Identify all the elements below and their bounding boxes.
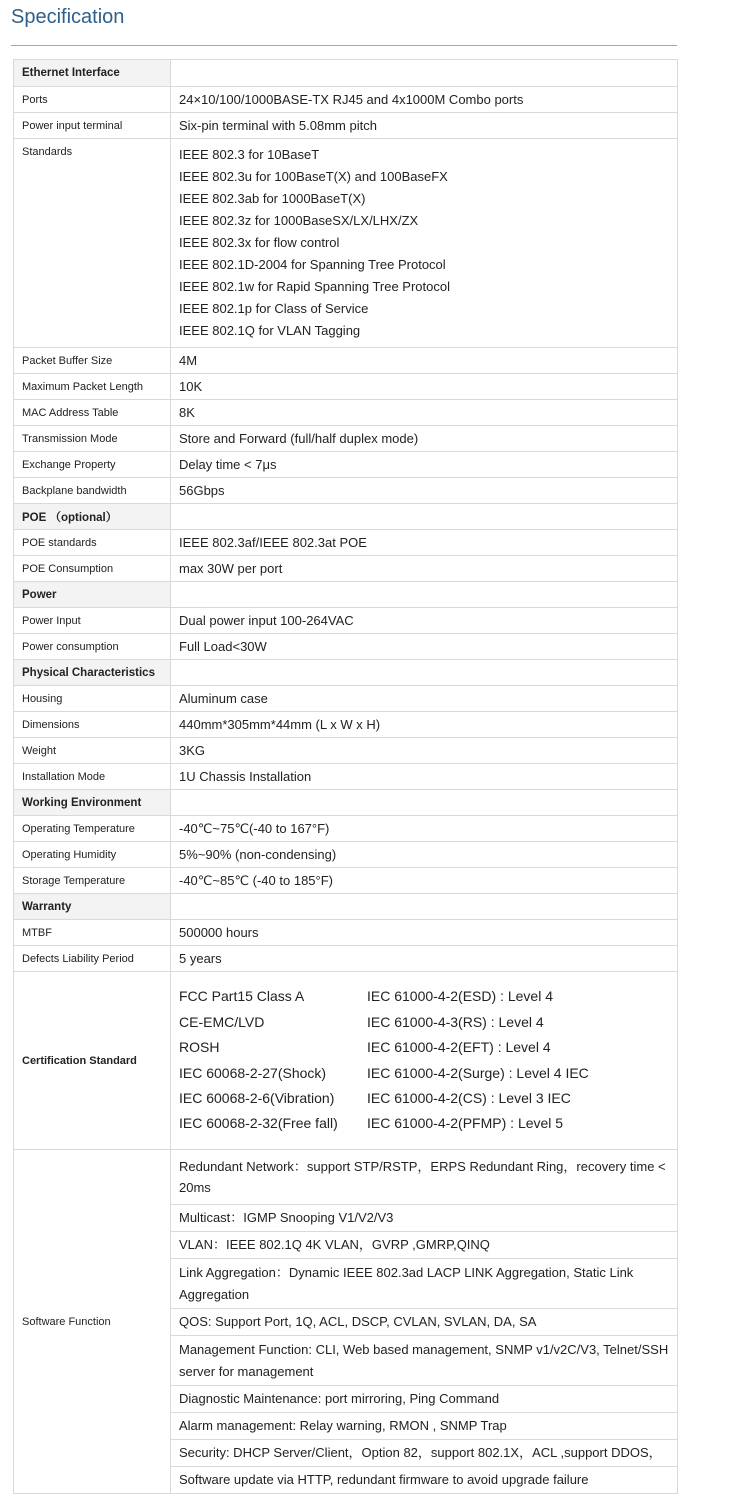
spec-row (14, 946, 678, 972)
standard-item: IEEE 802.1p for Class of Service (179, 301, 369, 316)
spec-value: -40℃~85℃ (-40 to 185°F) (171, 868, 678, 894)
spec-row (14, 634, 678, 660)
spec-label: Ports (14, 87, 171, 113)
spec-label: Operating Humidity (14, 842, 171, 868)
standard-item: IEEE 802.1D-2004 for Spanning Tree Protocol (179, 257, 446, 272)
certification-item: IEC 60068-2-6(Vibration) (179, 1089, 335, 1106)
spec-value: Store and Forward (full/half duplex mode) (171, 426, 678, 452)
spec-value: 56Gbps (171, 478, 678, 504)
software-item: Multicast：IGMP Snooping V1/V2/V3 (171, 1205, 678, 1232)
certification-item: IEC 61000-4-2(Surge) : Level 4 IEC (367, 1064, 589, 1081)
certification-grid (179, 984, 669, 1136)
spec-value (171, 504, 678, 530)
spec-value (171, 894, 678, 920)
spec-row (14, 816, 678, 842)
spec-value (171, 60, 678, 87)
spec-row (14, 374, 678, 400)
spec-row (14, 348, 678, 374)
section-label: Physical Characteristics (14, 660, 171, 686)
section-label: POE （optional） (14, 504, 171, 530)
title-divider (11, 45, 677, 46)
certification-item: IEC 61000-4-2(ESD) : Level 4 (367, 988, 553, 1005)
certification-item: IEC 61000-4-2(PFMP) : Level 5 (367, 1115, 564, 1132)
certification-item: IEC 61000-4-2(EFT) : Level 4 (367, 1039, 551, 1056)
software-item: Security: DHCP Server/Client，Option 82，support 802.1X，ACL ,support DDOS， (171, 1440, 678, 1467)
section-row (14, 582, 678, 608)
spec-row (14, 113, 678, 139)
spec-value (171, 660, 678, 686)
section-row (14, 894, 678, 920)
spec-value: 5%~90% (non-condensing) (171, 842, 678, 868)
spec-row (14, 452, 678, 478)
spec-label: Power input terminal (14, 113, 171, 139)
spec-label: Operating Temperature (14, 816, 171, 842)
certification-item: ROSH (179, 1039, 220, 1056)
spec-row (14, 400, 678, 426)
spec-value: 1U Chassis Installation (171, 764, 678, 790)
standard-item: IEEE 802.3z for 1000BaseSX/LX/LHX/ZX (179, 213, 419, 228)
spec-label: Standards (14, 139, 171, 348)
spec-value: max 30W per port (171, 556, 678, 582)
spec-label: Power Input (14, 608, 171, 634)
spec-value: Aluminum case (171, 686, 678, 712)
spec-row (14, 842, 678, 868)
standard-item: IEEE 802.3ab for 1000BaseT(X) (179, 191, 366, 206)
section-label: Working Environment (14, 790, 171, 816)
section-label: Ethernet Interface (14, 60, 171, 87)
software-item: Redundant Network：support STP/RSTP，ERPS Redundant Ring，recovery time < 20ms (171, 1150, 678, 1205)
spec-label: Installation Mode (14, 764, 171, 790)
section-row (14, 504, 678, 530)
certification-item: IEC 60068-2-32(Free fall) (179, 1115, 338, 1132)
spec-row (14, 87, 678, 113)
standard-item: IEEE 802.3 for 10BaseT (179, 147, 320, 162)
spec-row (14, 608, 678, 634)
spec-value: Delay time < 7μs (171, 452, 678, 478)
spec-value: Dual power input 100-264VAC (171, 608, 678, 634)
software-item: Software update via HTTP, redundant firmware to avoid upgrade failure (171, 1467, 678, 1494)
spec-row (14, 556, 678, 582)
spec-label: MTBF (14, 920, 171, 946)
software-item: Link Aggregation：Dynamic IEEE 802.3ad LACP LINK Aggregation, Static Link Aggregation (171, 1259, 678, 1309)
page-title: Specification (11, 6, 125, 28)
spec-label: Transmission Mode (14, 426, 171, 452)
spec-label: Defects Liability Period (14, 946, 171, 972)
spec-table (13, 59, 678, 1494)
certification-item: IEC 60068-2-27(Shock) (179, 1064, 327, 1081)
standard-item: IEEE 802.1Q for VLAN Tagging (179, 323, 361, 338)
spec-value: 3KG (171, 738, 678, 764)
spec-value: 24×10/100/1000BASE-TX RJ45 and 4x1000M Combo ports (171, 87, 678, 113)
section-row (14, 790, 678, 816)
standard-item: IEEE 802.3u for 100BaseT(X) and 100BaseFX (179, 169, 448, 184)
spec-label: Power consumption (14, 634, 171, 660)
spec-label: Exchange Property (14, 452, 171, 478)
spec-row (14, 686, 678, 712)
spec-label: MAC Address Table (14, 400, 171, 426)
spec-row (14, 738, 678, 764)
software-item: Management Function: CLI, Web based management, SNMP v1/v2C/V3, Telnet/SSH server for management (171, 1336, 678, 1386)
certification-item: CE-EMC/LVD (179, 1013, 265, 1030)
spec-value: IEEE 802.3af/IEEE 802.3at POE (171, 530, 678, 556)
spec-value: -40℃~75℃(-40 to 167°F) (171, 816, 678, 842)
spec-value (171, 582, 678, 608)
spec-value: 440mm*305mm*44mm (L x W x H) (171, 712, 678, 738)
spec-row (14, 478, 678, 504)
certification-item: IEC 61000-4-2(CS) : Level 3 IEC (367, 1089, 571, 1106)
spec-row (14, 426, 678, 452)
spec-label: POE standards (14, 530, 171, 556)
spec-row (14, 868, 678, 894)
standard-item: IEEE 802.3x for flow control (179, 235, 340, 250)
spec-label: Packet Buffer Size (14, 348, 171, 374)
software-item: QOS: Support Port, 1Q, ACL, DSCP, CVLAN, SVLAN, DA, SA (171, 1309, 678, 1336)
spec-value: 5 years (171, 946, 678, 972)
spec-label: Maximum Packet Length (14, 374, 171, 400)
spec-value: 8K (171, 400, 678, 426)
certification-item: FCC Part15 Class A (179, 988, 305, 1005)
standard-item: IEEE 802.1w for Rapid Spanning Tree Protocol (179, 279, 450, 294)
spec-value: 500000 hours (171, 920, 678, 946)
software-item: Diagnostic Maintenance: port mirroring, Ping Command (171, 1386, 678, 1413)
spec-value: 4M (171, 348, 678, 374)
standards-list (171, 139, 678, 348)
spec-value (171, 790, 678, 816)
software-item: VLAN：IEEE 802.1Q 4K VLAN，GVRP ,GMRP,QINQ (171, 1232, 678, 1259)
section-label: Warranty (14, 894, 171, 920)
spec-label: Software Function (14, 1150, 171, 1494)
spec-label: Dimensions (14, 712, 171, 738)
certification-item: IEC 61000-4-3(RS) : Level 4 (367, 1013, 544, 1030)
standards-row (14, 139, 678, 348)
spec-value: Full Load<30W (171, 634, 678, 660)
spec-label: POE Consumption (14, 556, 171, 582)
software-item: Alarm management: Relay warning, RMON , SNMP Trap (171, 1413, 678, 1440)
spec-value: Six-pin terminal with 5.08mm pitch (171, 113, 678, 139)
spec-label: Backplane bandwidth (14, 478, 171, 504)
software-row (14, 1150, 678, 1205)
spec-label: Storage Temperature (14, 868, 171, 894)
certification-row (14, 972, 678, 1150)
section-label: Power (14, 582, 171, 608)
spec-row (14, 712, 678, 738)
section-row (14, 660, 678, 686)
spec-label: Weight (14, 738, 171, 764)
spec-row (14, 530, 678, 556)
spec-row (14, 764, 678, 790)
spec-label: Certification Standard (14, 972, 171, 1150)
spec-value: 10K (171, 374, 678, 400)
section-row (14, 60, 678, 87)
spec-row (14, 920, 678, 946)
spec-label: Housing (14, 686, 171, 712)
